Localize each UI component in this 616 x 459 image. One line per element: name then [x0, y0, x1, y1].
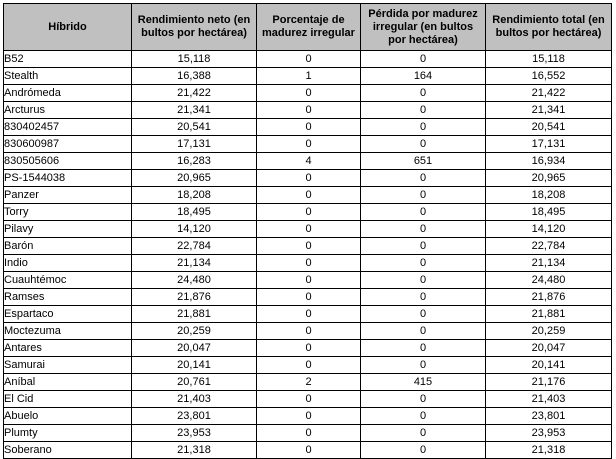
- cell-rendimiento_neto: 20,047: [132, 340, 257, 357]
- cell-rendimiento_neto: 16,388: [132, 68, 257, 85]
- table-header-row: [4, 4, 612, 51]
- cell-porcentaje_madurez: 0: [257, 119, 361, 136]
- cell-hibrido: 830505606: [4, 153, 132, 170]
- cell-rendimiento_total: 22,784: [486, 238, 612, 255]
- cell-perdida_madurez: 0: [361, 102, 486, 119]
- column-header-label: Porcentaje de madurez irregular: [262, 14, 355, 39]
- cell-hibrido: PS-1544038: [4, 170, 132, 187]
- cell-perdida_madurez: 0: [361, 357, 486, 374]
- cell-rendimiento_neto: 20,259: [132, 323, 257, 340]
- column-header-label: Rendimiento neto (en bultos por hectárea): [137, 14, 251, 39]
- cell-hibrido: Panzer: [4, 187, 132, 204]
- cell-hibrido: Torry: [4, 204, 132, 221]
- table-row: [4, 221, 612, 238]
- cell-rendimiento_neto: 20,541: [132, 119, 257, 136]
- cell-hibrido: Moctezuma: [4, 323, 132, 340]
- cell-porcentaje_madurez: 0: [257, 391, 361, 408]
- cell-rendimiento_neto: 23,801: [132, 408, 257, 425]
- column-header-label: Rendimiento total (en bultos por hectárea): [492, 14, 605, 39]
- cell-porcentaje_madurez: 0: [257, 102, 361, 119]
- cell-rendimiento_neto: 23,953: [132, 425, 257, 442]
- table-row: [4, 289, 612, 306]
- cell-porcentaje_madurez: 0: [257, 289, 361, 306]
- cell-hibrido: El Cid: [4, 391, 132, 408]
- cell-rendimiento_total: 17,131: [486, 136, 612, 153]
- cell-rendimiento_total: 21,403: [486, 391, 612, 408]
- cell-perdida_madurez: 164: [361, 68, 486, 85]
- cell-porcentaje_madurez: 0: [257, 85, 361, 102]
- cell-rendimiento_total: 20,047: [486, 340, 612, 357]
- cell-rendimiento_total: 21,422: [486, 85, 612, 102]
- cell-porcentaje_madurez: 0: [257, 340, 361, 357]
- cell-rendimiento_total: 14,120: [486, 221, 612, 238]
- cell-perdida_madurez: 0: [361, 272, 486, 289]
- cell-rendimiento_total: 16,552: [486, 68, 612, 85]
- cell-perdida_madurez: 0: [361, 323, 486, 340]
- cell-porcentaje_madurez: 0: [257, 255, 361, 272]
- cell-rendimiento_total: 20,965: [486, 170, 612, 187]
- cell-hibrido: Pilavy: [4, 221, 132, 238]
- cell-rendimiento_total: 16,934: [486, 153, 612, 170]
- cell-perdida_madurez: 0: [361, 85, 486, 102]
- cell-porcentaje_madurez: 0: [257, 408, 361, 425]
- cell-rendimiento_total: 15,118: [486, 51, 612, 68]
- cell-perdida_madurez: 0: [361, 391, 486, 408]
- column-header-rendimiento_neto: [132, 4, 257, 51]
- cell-hibrido: Stealth: [4, 68, 132, 85]
- cell-porcentaje_madurez: 0: [257, 204, 361, 221]
- cell-rendimiento_total: 20,259: [486, 323, 612, 340]
- cell-perdida_madurez: 0: [361, 442, 486, 459]
- cell-hibrido: 830600987: [4, 136, 132, 153]
- cell-hibrido: 830402457: [4, 119, 132, 136]
- cell-rendimiento_total: 20,141: [486, 357, 612, 374]
- cell-rendimiento_total: 21,881: [486, 306, 612, 323]
- table-row: [4, 374, 612, 391]
- cell-rendimiento_neto: 21,422: [132, 85, 257, 102]
- cell-perdida_madurez: 0: [361, 187, 486, 204]
- cell-rendimiento_neto: 21,318: [132, 442, 257, 459]
- cell-perdida_madurez: 651: [361, 153, 486, 170]
- cell-hibrido: Indio: [4, 255, 132, 272]
- table-body: [4, 51, 612, 459]
- table-row: [4, 187, 612, 204]
- cell-hibrido: Aníbal: [4, 374, 132, 391]
- cell-rendimiento_neto: 14,120: [132, 221, 257, 238]
- cell-porcentaje_madurez: 0: [257, 272, 361, 289]
- cell-perdida_madurez: 0: [361, 51, 486, 68]
- cell-hibrido: B52: [4, 51, 132, 68]
- table-row: [4, 136, 612, 153]
- cell-perdida_madurez: 415: [361, 374, 486, 391]
- cell-rendimiento_neto: 20,141: [132, 357, 257, 374]
- table-row: [4, 408, 612, 425]
- cell-hibrido: Ramses: [4, 289, 132, 306]
- table-row: [4, 340, 612, 357]
- cell-hibrido: Barón: [4, 238, 132, 255]
- cell-rendimiento_neto: 16,283: [132, 153, 257, 170]
- table-row: [4, 204, 612, 221]
- table-row: [4, 255, 612, 272]
- cell-rendimiento_neto: 21,403: [132, 391, 257, 408]
- cell-rendimiento_total: 21,876: [486, 289, 612, 306]
- cell-rendimiento_neto: 20,965: [132, 170, 257, 187]
- cell-perdida_madurez: 0: [361, 119, 486, 136]
- column-header-perdida_madurez: [361, 4, 486, 51]
- cell-rendimiento_neto: 20,761: [132, 374, 257, 391]
- table-row: [4, 357, 612, 374]
- column-header-label: Pérdida por madurez irregular (en bultos por hectárea): [368, 7, 478, 46]
- cell-perdida_madurez: 0: [361, 306, 486, 323]
- cell-perdida_madurez: 0: [361, 425, 486, 442]
- cell-perdida_madurez: 0: [361, 340, 486, 357]
- cell-rendimiento_neto: 17,131: [132, 136, 257, 153]
- cell-perdida_madurez: 0: [361, 408, 486, 425]
- cell-rendimiento_total: 24,480: [486, 272, 612, 289]
- table-row: [4, 153, 612, 170]
- cell-rendimiento_neto: 18,495: [132, 204, 257, 221]
- cell-rendimiento_neto: 21,876: [132, 289, 257, 306]
- cell-hibrido: Plumty: [4, 425, 132, 442]
- table-row: [4, 425, 612, 442]
- cell-porcentaje_madurez: 0: [257, 51, 361, 68]
- cell-rendimiento_total: 21,176: [486, 374, 612, 391]
- cell-rendimiento_neto: 18,208: [132, 187, 257, 204]
- cell-porcentaje_madurez: 0: [257, 425, 361, 442]
- cell-hibrido: Samurai: [4, 357, 132, 374]
- table-row: [4, 51, 612, 68]
- cell-hibrido: Arcturus: [4, 102, 132, 119]
- cell-rendimiento_neto: 15,118: [132, 51, 257, 68]
- cell-porcentaje_madurez: 0: [257, 187, 361, 204]
- column-header-hibrido: [4, 4, 132, 51]
- hybrid-yield-table: [3, 3, 612, 459]
- table-row: [4, 442, 612, 459]
- cell-rendimiento_neto: 22,784: [132, 238, 257, 255]
- cell-hibrido: Abuelo: [4, 408, 132, 425]
- cell-hibrido: Soberano: [4, 442, 132, 459]
- column-header-porcentaje_madurez: [257, 4, 361, 51]
- cell-porcentaje_madurez: 0: [257, 136, 361, 153]
- table-row: [4, 119, 612, 136]
- cell-rendimiento_total: 21,341: [486, 102, 612, 119]
- table-row: [4, 306, 612, 323]
- cell-perdida_madurez: 0: [361, 289, 486, 306]
- cell-porcentaje_madurez: 4: [257, 153, 361, 170]
- cell-porcentaje_madurez: 0: [257, 306, 361, 323]
- cell-perdida_madurez: 0: [361, 170, 486, 187]
- table-row: [4, 272, 612, 289]
- table-row: [4, 170, 612, 187]
- cell-rendimiento_total: 20,541: [486, 119, 612, 136]
- cell-rendimiento_total: 21,134: [486, 255, 612, 272]
- cell-rendimiento_neto: 21,341: [132, 102, 257, 119]
- table-row: [4, 85, 612, 102]
- cell-porcentaje_madurez: 0: [257, 323, 361, 340]
- table-row: [4, 68, 612, 85]
- cell-porcentaje_madurez: 0: [257, 357, 361, 374]
- cell-rendimiento_total: 18,208: [486, 187, 612, 204]
- cell-perdida_madurez: 0: [361, 238, 486, 255]
- cell-perdida_madurez: 0: [361, 221, 486, 238]
- cell-rendimiento_neto: 21,134: [132, 255, 257, 272]
- cell-rendimiento_neto: 21,881: [132, 306, 257, 323]
- cell-porcentaje_madurez: 2: [257, 374, 361, 391]
- cell-rendimiento_total: 21,318: [486, 442, 612, 459]
- table-row: [4, 391, 612, 408]
- cell-hibrido: Andrómeda: [4, 85, 132, 102]
- table-row: [4, 323, 612, 340]
- cell-porcentaje_madurez: 0: [257, 238, 361, 255]
- cell-porcentaje_madurez: 0: [257, 442, 361, 459]
- table-row: [4, 102, 612, 119]
- cell-perdida_madurez: 0: [361, 204, 486, 221]
- cell-perdida_madurez: 0: [361, 136, 486, 153]
- cell-porcentaje_madurez: 0: [257, 170, 361, 187]
- cell-porcentaje_madurez: 1: [257, 68, 361, 85]
- column-header-rendimiento_total: [486, 4, 612, 51]
- cell-porcentaje_madurez: 0: [257, 221, 361, 238]
- cell-hibrido: Espartaco: [4, 306, 132, 323]
- table-header: [4, 4, 612, 51]
- cell-hibrido: Cuauhtémoc: [4, 272, 132, 289]
- column-header-label: Híbrido: [48, 20, 87, 33]
- cell-rendimiento_total: 23,801: [486, 408, 612, 425]
- cell-hibrido: Antares: [4, 340, 132, 357]
- table-row: [4, 238, 612, 255]
- cell-perdida_madurez: 0: [361, 255, 486, 272]
- cell-rendimiento_neto: 24,480: [132, 272, 257, 289]
- cell-rendimiento_total: 23,953: [486, 425, 612, 442]
- cell-rendimiento_total: 18,495: [486, 204, 612, 221]
